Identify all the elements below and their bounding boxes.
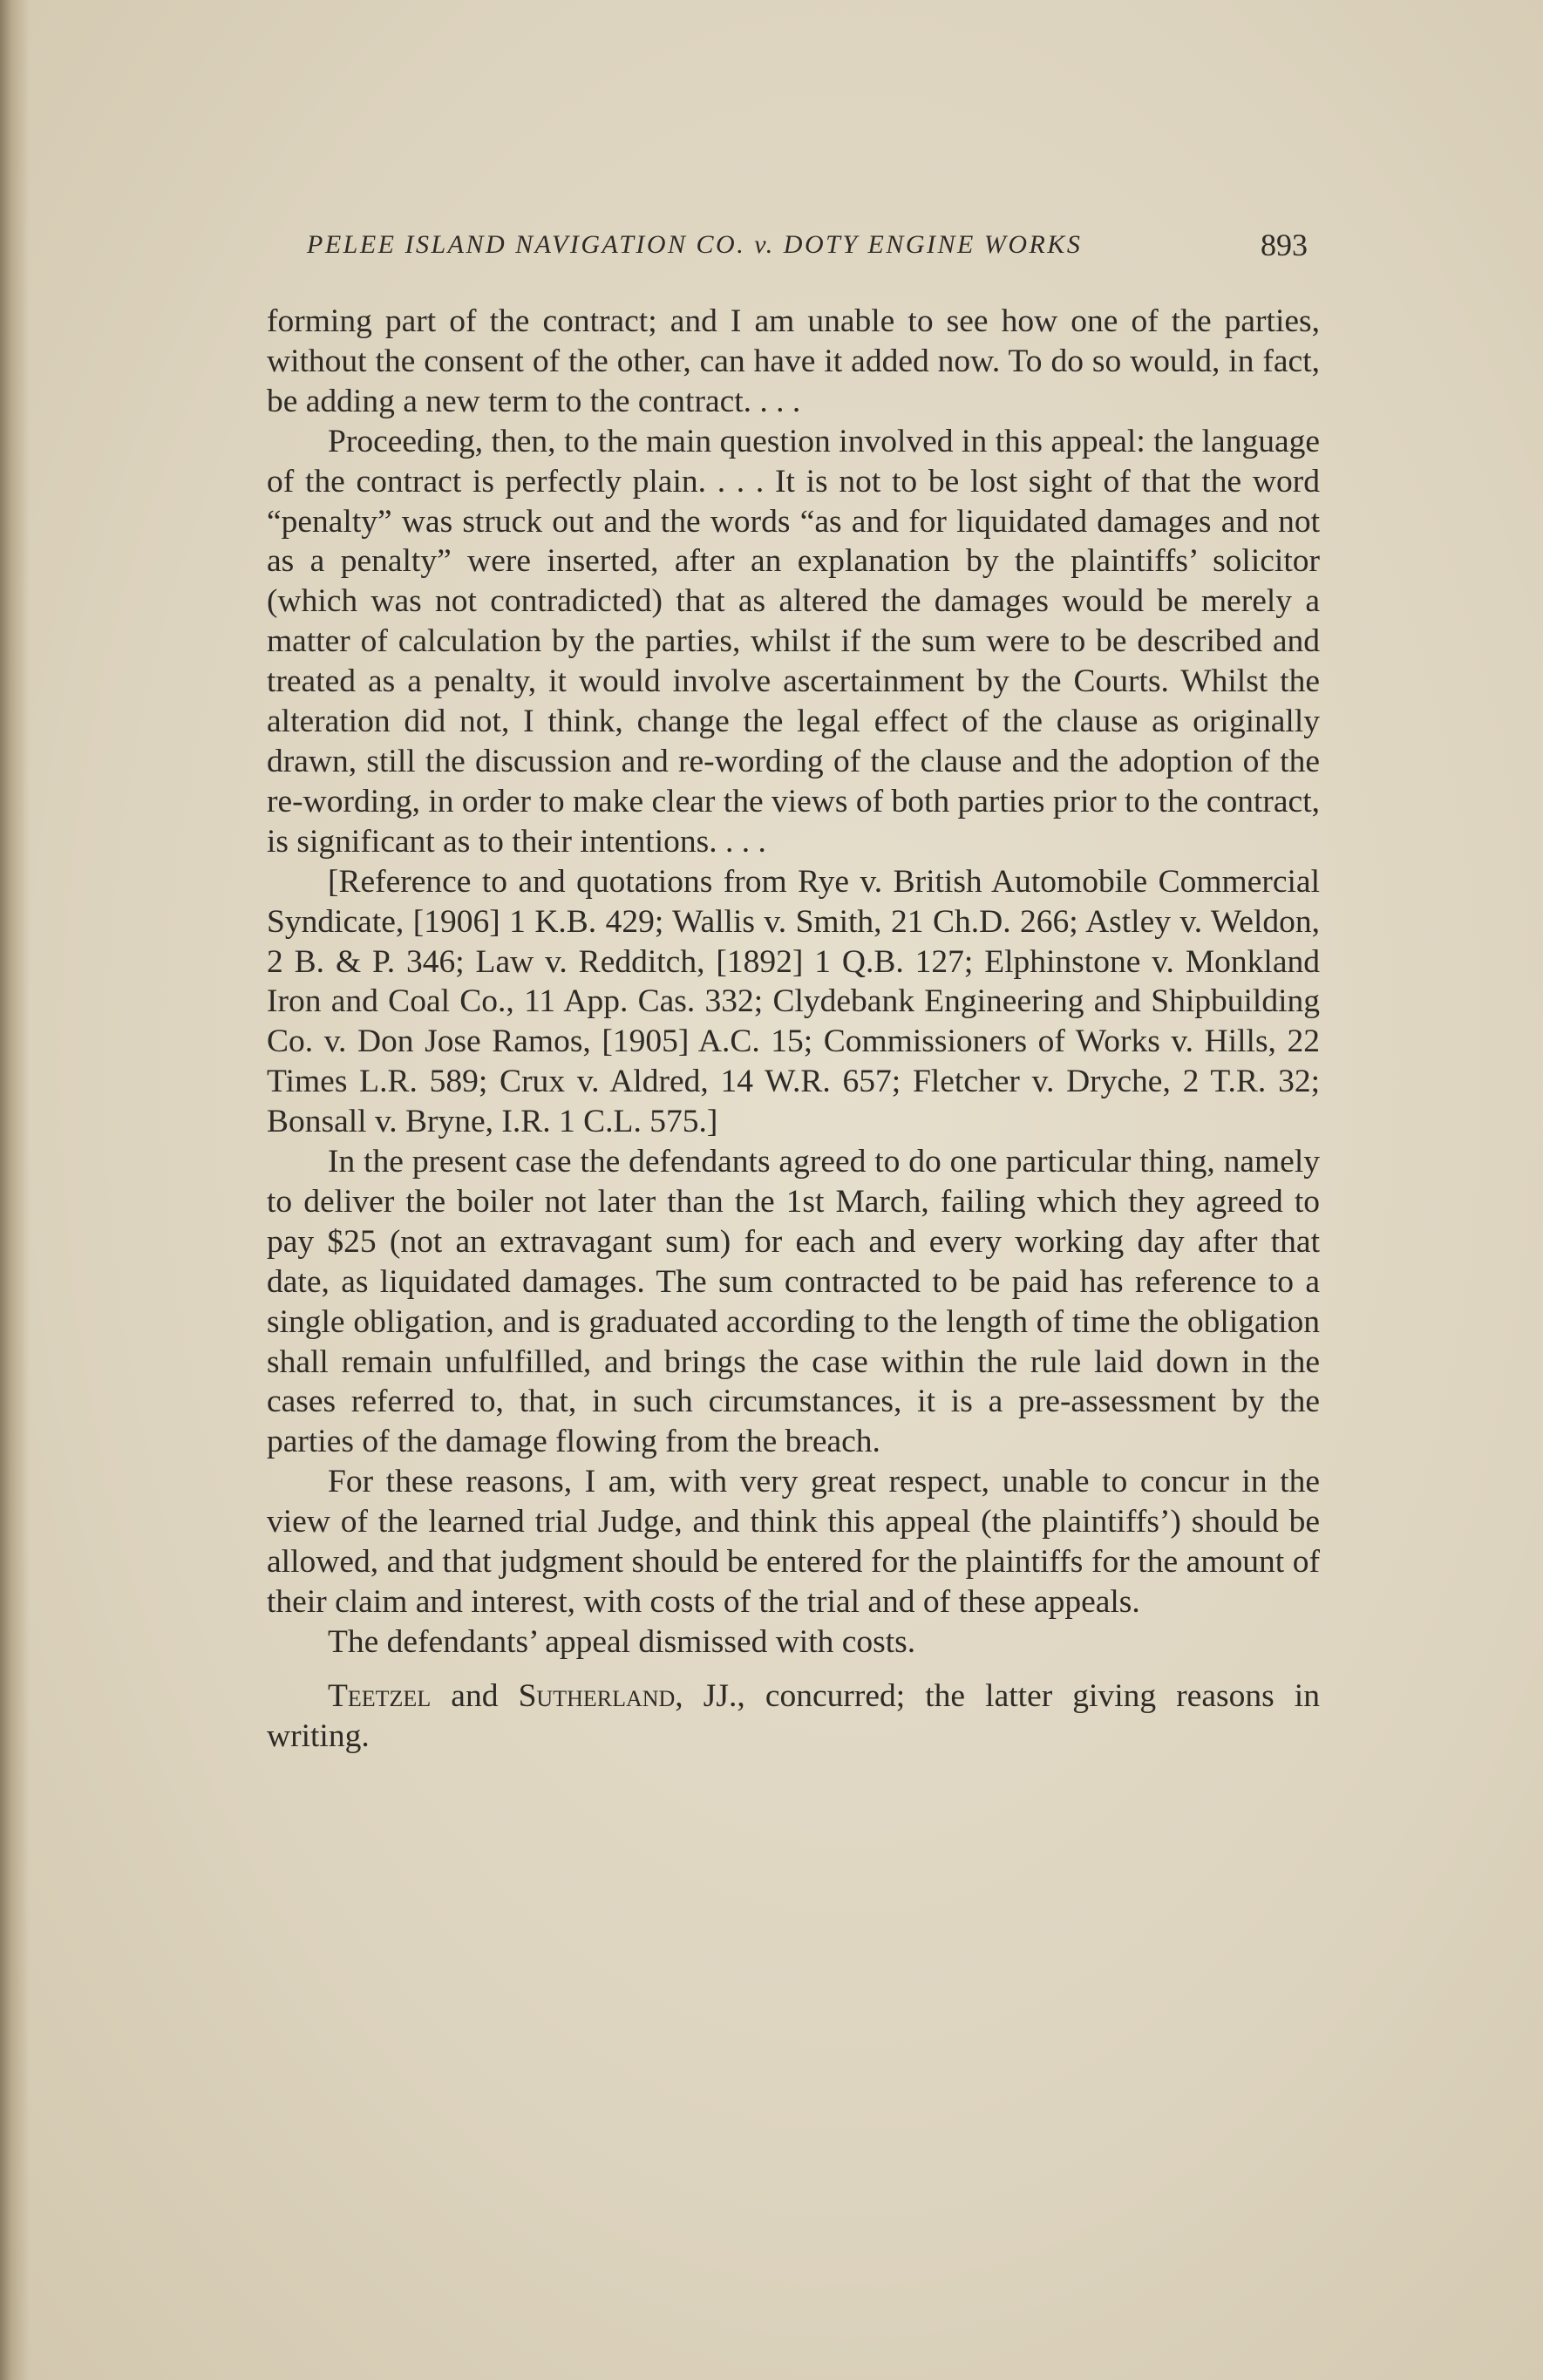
concurrence-line [267, 1676, 1320, 1757]
running-head: PELEE ISLAND NAVIGATION CO. v. DOTY ENGINE WORKS [307, 230, 1083, 259]
judge-name: Teetzel [328, 1677, 432, 1714]
concurrence-text: , JJ., concurred; the latter giving reasons in writing. [267, 1677, 1320, 1754]
binding-shadow [0, 0, 30, 2380]
page-header [307, 223, 1308, 267]
judge-name: Sutherland [518, 1677, 676, 1714]
body-text [267, 302, 1320, 1757]
paragraph-disposition: The defendants’ appeal dismissed with costs. [328, 1623, 916, 1660]
paragraph-present-case: In the present case the defendants agreed to do one particular thing, namely to deliver the boiler not later than the 1st March, failing which they agreed to pay $25 (not an extravagant sum) for each and every working day after that date, as liquidated damages. The sum contracted to be paid has reference to a single obligation, and is graduated according to the length of time the obligation shall remain unfulfilled, and brings the case within the rule laid down in the cases referred to, that, in such circumstances, it is a pre-assessment by the parties of the damage flowing from the breach. [267, 1144, 1320, 1460]
page-number: 893 [1261, 228, 1308, 262]
paragraph-references: [Reference to and quotations from Rye v. British Automobile Commercial Syndicate, [1906] 1 K.B. 429; Wallis v. Smith, 21 Ch.D. 266; Astley v. Weldon, 2 B. & P. 346; Law v. Redditch, [1892] 1 Q.B. 127; Elphinstone v. Monkland Iron and Coal Co., 11 App. Cas. 332; Clydebank Engineering and Shipbuilding Co. v. Don Jose Ramos, [1905] A.C. 15; Commissioners of Works v. Hills, 22 Times L.R. 589; Crux v. Aldred, 14 W.R. 657; Fletcher v. Dryche, 2 T.R. 32; Bonsall v. Bryne, I.R. 1 C.L. 575.] [267, 863, 1320, 1140]
paragraph-continuation: forming part of the contract; and I am unable to see how one of the parties, without the consent of the other, can have it added now. To do so would, in fact, be adding a new term to the contract. . . . [267, 303, 1320, 419]
conjunction-text: and [431, 1677, 519, 1714]
paragraph-main-question: Proceeding, then, to the main question involved in this appeal: the language of the contract is perfectly plain. . . . It is not to be lost sight of that the word “penalty” was struck out and the words “as and for liquidated damages and not as a penalty” were inserted, after an explanation by the plaintiffs’ solicitor (which was not contradicted) that as altered the damages would be merely a matter of calculation by the parties, whilst if the sum were to be described and treated as a penalty, it would involve ascertainment by the Courts. Whilst the alteration did not, I think, change the legal effect of the clause as originally drawn, still the discussion and re-wording of the clause and the adoption of the re-wording, in order to make clear the views of both parties prior to the contract, is significant as to their intentions. . . . [267, 423, 1320, 860]
paragraph-conclusion: For these reasons, I am, with very great respect, unable to concur in the view of the learned trial Judge, and think this appeal (the plaintiffs’) should be allowed, and that judgment should be entered for the plaintiffs for the amount of their claim and interest, with costs of the trial and of these appeals. [267, 1464, 1320, 1620]
